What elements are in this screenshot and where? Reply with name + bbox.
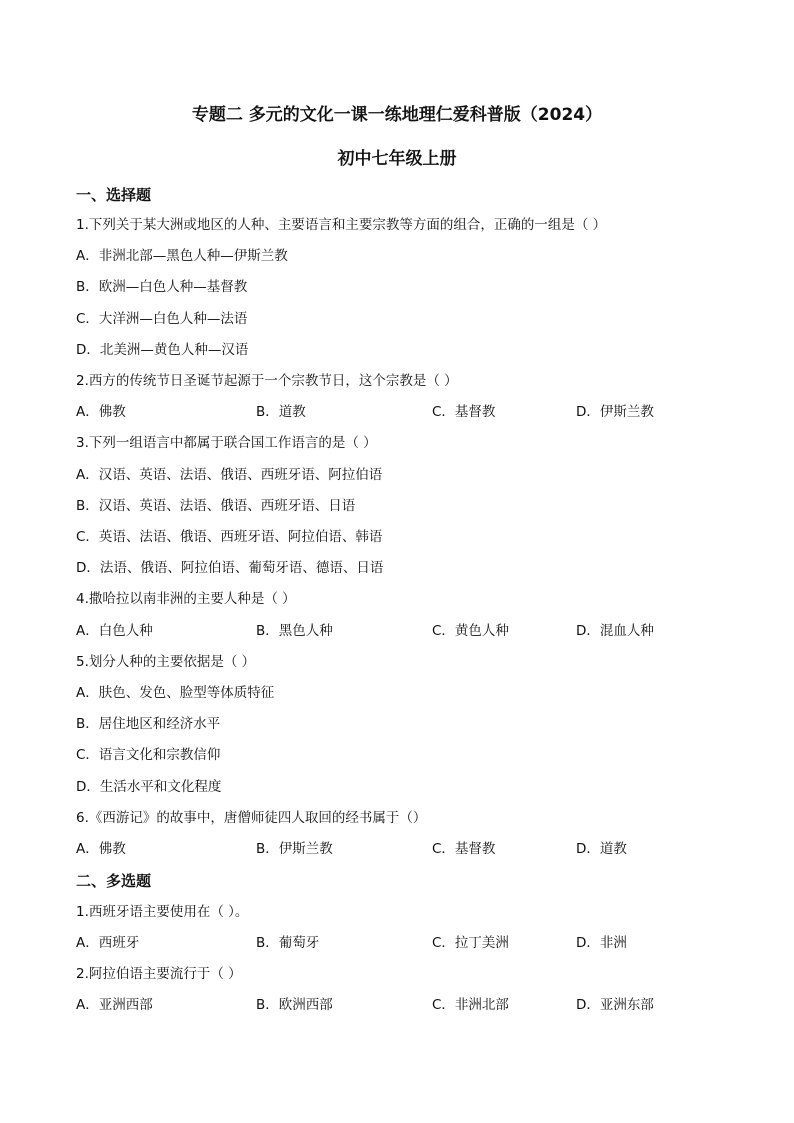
question-2-option-a: A．佛教 — [76, 404, 126, 420]
multi-question-1-options — [76, 934, 716, 952]
question-6-options — [76, 840, 716, 858]
question-6-option-a: A．佛教 — [76, 841, 126, 857]
question-4-options — [76, 622, 716, 640]
question-1-stem: 1.下列关于某大洲或地区的人种、主要语言和主要宗教等方面的组合，正确的一组是（ ） — [76, 217, 607, 233]
document-subtitle: 初中七年级上册 — [337, 149, 457, 169]
question-4-option-d: D．混血人种 — [576, 623, 654, 639]
question-3-stem: 3.下列一组语言中都属于联合国工作语言的是（ ） — [76, 435, 377, 451]
multi-question-1-stem: 1.西班牙语主要使用在（ ）。 — [76, 904, 249, 920]
multi-question-1-option-a: A．西班牙 — [76, 935, 140, 951]
question-5-option-b: B．居住地区和经济水平 — [76, 716, 221, 732]
multi-question-1-option-d: D．非洲 — [576, 935, 627, 951]
multi-question-2-option-d: D．亚洲东部 — [576, 997, 654, 1013]
section-heading-multi-choice: 二、多选题 — [76, 872, 152, 890]
question-3-option-b: B．汉语、英语、法语、俄语、西班牙语、日语 — [76, 498, 356, 514]
question-4-option-c: C．黄色人种 — [432, 623, 509, 639]
question-5-option-c: C．语言文化和宗教信仰 — [76, 747, 221, 763]
question-6-option-d: D．道教 — [576, 841, 627, 857]
question-5-option-d: D．生活水平和文化程度 — [76, 779, 222, 795]
multi-question-2-option-c: C．非洲北部 — [432, 997, 509, 1013]
question-2-options — [76, 403, 716, 421]
question-1-option-a: A．非洲北部—黑色人种—伊斯兰教 — [76, 248, 288, 264]
multi-question-2-option-b: B．欧洲西部 — [256, 997, 333, 1013]
document-title: 专题二 多元的文化一课一练地理仁爱科普版（2024） — [191, 105, 603, 125]
multi-question-1-option-b: B．葡萄牙 — [256, 935, 320, 951]
question-5-stem: 5.划分人种的主要依据是（ ） — [76, 654, 256, 670]
question-4-option-a: A．白色人种 — [76, 623, 153, 639]
question-1-option-c: C．大洋洲—白色人种—法语 — [76, 311, 248, 327]
question-3-option-a: A．汉语、英语、法语、俄语、西班牙语、阿拉伯语 — [76, 467, 383, 483]
multi-question-2-option-a: A．亚洲西部 — [76, 997, 153, 1013]
question-2-option-c: C．基督教 — [432, 404, 496, 420]
question-3-option-d: D．法语、俄语、阿拉伯语、葡萄牙语、德语、日语 — [76, 560, 384, 576]
question-6-option-b: B．伊斯兰教 — [256, 841, 333, 857]
question-6-stem: 6.《西游记》的故事中，唐僧师徒四人取回的经书属于（） — [76, 810, 427, 826]
question-2-stem: 2.西方的传统节日圣诞节起源于一个宗教节日，这个宗教是（ ） — [76, 373, 458, 389]
multi-question-1-option-c: C．拉丁美洲 — [432, 935, 509, 951]
question-3-option-c: C．英语、法语、俄语、西班牙语、阿拉伯语、韩语 — [76, 529, 383, 545]
multi-question-2-options — [76, 996, 716, 1014]
question-2-option-d: D．伊斯兰教 — [576, 404, 654, 420]
question-1-option-d: D．北美洲—黄色人种—汉语 — [76, 342, 249, 358]
question-5-option-a: A．肤色、发色、脸型等体质特征 — [76, 685, 275, 701]
section-heading-single-choice: 一、选择题 — [76, 186, 152, 204]
question-1-option-b: B．欧洲—白色人种—基督教 — [76, 279, 248, 295]
question-4-stem: 4.撒哈拉以南非洲的主要人种是（ ） — [76, 591, 296, 607]
multi-question-2-stem: 2.阿拉伯语主要流行于（ ） — [76, 966, 242, 982]
question-2-option-b: B．道教 — [256, 404, 306, 420]
question-6-option-c: C．基督教 — [432, 841, 496, 857]
question-4-option-b: B．黑色人种 — [256, 623, 333, 639]
